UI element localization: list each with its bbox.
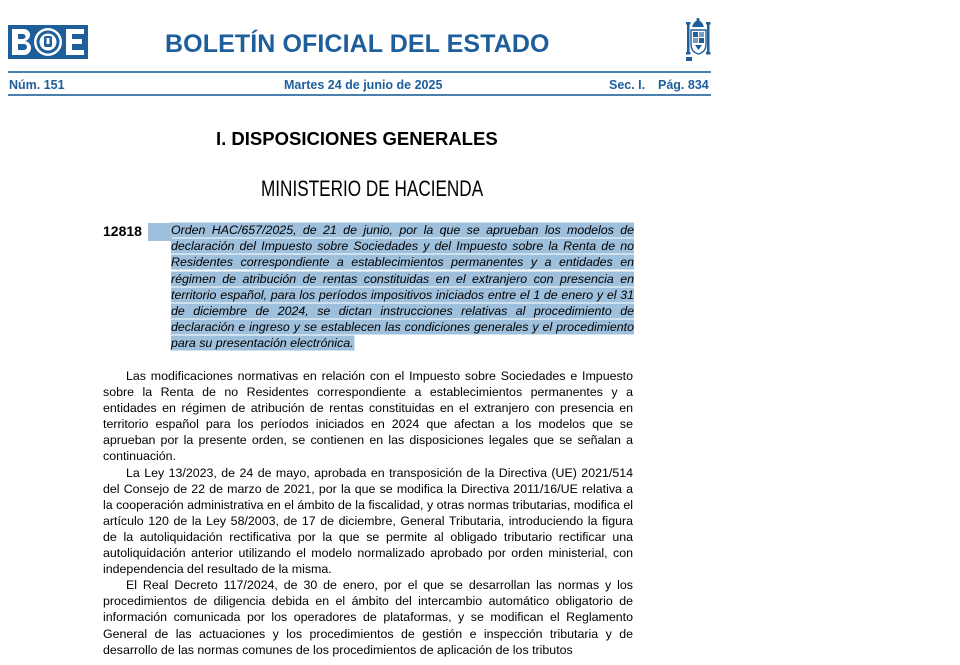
- selection-highlight: [148, 223, 172, 241]
- ministry-name: MINISTERIO DE HACIENDA: [261, 176, 484, 201]
- header-top-rule: [8, 71, 711, 73]
- body-paragraph: Las modificaciones normativas en relación con el Impuesto sobre Sociedades e Impuesto sobre la Renta de no Residentes correspondiente a establecimientos permanentes y a entidades en régimen de atribución de rentas constituidas en el extranjero con presencia en territorio español para los períodos iniciados en 2024 que afectan a los modelos que se aprueban por la presente orden, se contienen en las disposiciones legales que se señalan a continuación.: [103, 369, 633, 464]
- section-label: Sec. I.: [609, 78, 646, 92]
- header-bottom-rule: [8, 94, 711, 96]
- body-paragraph: La Ley 13/2023, de 24 de mayo, aprobada en transposición de la Directiva (UE) 2021/514 del Consejo de 22 de marzo de 2021, por la que se modifica la Directiva 2011/16/UE relativa a la cooperación administrativa en el ámbito de la fiscalidad, y otras normas tributarias, modifica el artículo 120 de la Ley 58/2003, de 17 de diciembre, General Tributaria, introduciendo la figura de la autoliquidación rectificativa por la que se permite al obligado tributario rectificar una autoliquidación anterior utilizando el modelo normalizado aprobado por orden ministerial, con independencia del resultado de la misma.: [103, 465, 633, 577]
- section-title: I. DISPOSICIONES GENERALES: [216, 128, 498, 149]
- disposition-number: 12818: [103, 223, 142, 239]
- document-body: [103, 368, 633, 658]
- newspaper-title: BOLETÍN OFICIAL DEL ESTADO: [165, 30, 550, 58]
- boe-logo: [8, 25, 88, 59]
- spain-coat-of-arms-icon: [686, 17, 711, 64]
- issue-number: Núm. 151: [9, 78, 65, 92]
- disposition-summary-text[interactable]: Orden HAC/657/2025, de 21 de junio, por la que se aprueban los modelos de declaración del Impuesto sobre Sociedades y del Impuesto sobre la Renta de no Residentes correspondiente a establecimientos permanentes y a entidades en régimen de atribución de rentas constituidas en el extranjero con presencia en territorio español, para los períodos impositivos iniciados entre el 1 de enero y el 31 de diciembre de 2024, se dictan instrucciones relativas al procedimiento de declaración e ingreso y se establecen las condiciones generales y el procedimiento para su presentación electrónica.: [171, 223, 634, 351]
- page-number: Pág. 834: [658, 78, 709, 92]
- body-paragraph: El Real Decreto 117/2024, de 30 de enero, por el que se desarrollan las normas y los procedimientos de diligencia debida en el ámbito del intercambio automático obligatorio de información comunicada por los operadores de plataformas, y se modifican el Reglamento General de las actuaciones y los procedimientos de gestión e inspección tributaria y de desarrollo de las normas comunes de los procedimientos de aplicación de los tributos: [103, 578, 633, 657]
- publication-date: Martes 24 de junio de 2025: [284, 78, 443, 92]
- disposition-summary[interactable]: [171, 222, 634, 352]
